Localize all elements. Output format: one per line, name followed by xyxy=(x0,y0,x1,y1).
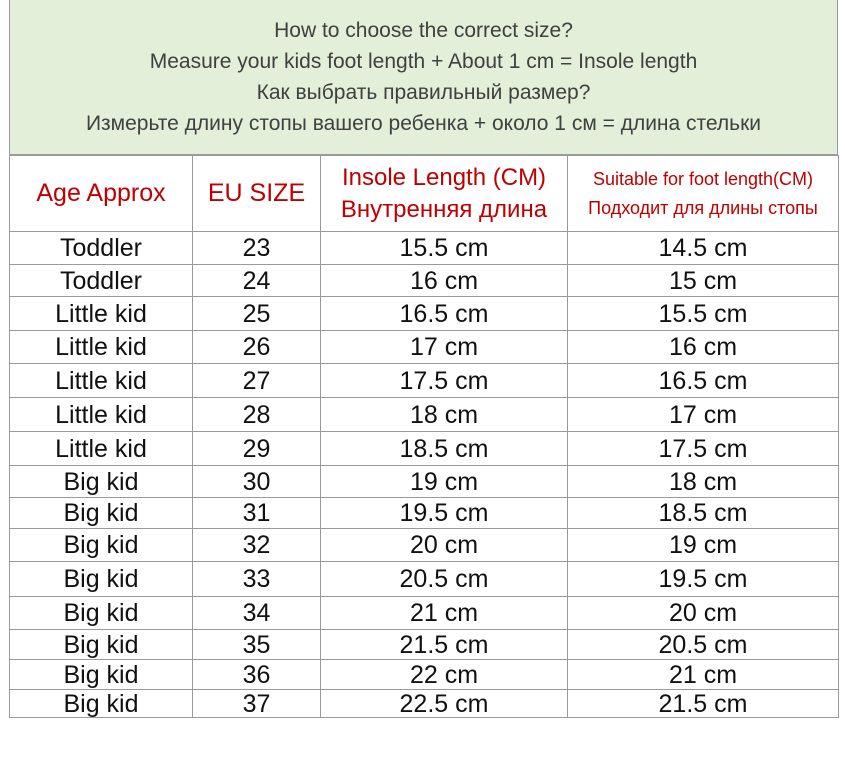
cell-eu-size: 26 xyxy=(193,331,321,364)
header-foot-label-ru: Подходит для длины стопы xyxy=(588,197,818,218)
cell-foot-length: 21 cm xyxy=(568,660,839,690)
cell-foot-length: 16.5 cm xyxy=(568,364,839,398)
cell-foot-length: 19 cm xyxy=(568,529,839,562)
cell-insole-length: 19 cm xyxy=(321,466,568,498)
cell-eu-size: 27 xyxy=(193,364,321,398)
cell-insole-length: 17 cm xyxy=(321,331,568,364)
cell-insole-length: 17.5 cm xyxy=(321,364,568,398)
cell-foot-length: 15 cm xyxy=(568,265,839,297)
table-row xyxy=(10,597,839,630)
cell-age: Big kid xyxy=(10,498,193,529)
table-row xyxy=(10,660,839,690)
cell-age: Little kid xyxy=(10,297,193,331)
cell-eu-size: 30 xyxy=(193,466,321,498)
cell-age: Toddler xyxy=(10,265,193,297)
size-chart xyxy=(9,0,838,760)
header-insole-label-en: Insole Length (CM) xyxy=(341,163,547,191)
cell-insole-length: 16.5 cm xyxy=(321,297,568,331)
cell-eu-size: 23 xyxy=(193,232,321,265)
cell-foot-length: 17 cm xyxy=(568,398,839,432)
cell-insole-length: 18 cm xyxy=(321,398,568,432)
cell-age: Big kid xyxy=(10,690,193,718)
cell-eu-size: 29 xyxy=(193,432,321,466)
cell-insole-length: 15.5 cm xyxy=(321,232,568,265)
cell-insole-length: 16 cm xyxy=(321,265,568,297)
cell-foot-length: 17.5 cm xyxy=(568,432,839,466)
header-age-approx: Age Approx xyxy=(10,156,193,232)
cell-insole-length: 21.5 cm xyxy=(321,630,568,660)
cell-eu-size: 33 xyxy=(193,562,321,597)
table-row xyxy=(10,529,839,562)
banner-line-question-en: How to choose the correct size? xyxy=(274,19,573,42)
cell-foot-length: 20 cm xyxy=(568,597,839,630)
cell-eu-size: 24 xyxy=(193,265,321,297)
table-row xyxy=(10,364,839,398)
cell-eu-size: 35 xyxy=(193,630,321,660)
table-row xyxy=(10,432,839,466)
cell-eu-size: 36 xyxy=(193,660,321,690)
table-row xyxy=(10,466,839,498)
size-guide-banner xyxy=(9,0,838,155)
cell-age: Toddler xyxy=(10,232,193,265)
table-row xyxy=(10,232,839,265)
banner-line-formula-ru: Измерьте длину стопы вашего ребенка + около 1 см = длина стельки xyxy=(85,112,762,135)
cell-foot-length: 14.5 cm xyxy=(568,232,839,265)
cell-foot-length: 20.5 cm xyxy=(568,630,839,660)
table-row xyxy=(10,630,839,660)
header-insole-label-ru: Внутренняя длина xyxy=(340,195,548,223)
cell-insole-length: 22 cm xyxy=(321,660,568,690)
cell-age: Big kid xyxy=(10,597,193,630)
table-row xyxy=(10,498,839,529)
size-table xyxy=(9,155,839,718)
cell-foot-length: 18.5 cm xyxy=(568,498,839,529)
cell-foot-length: 15.5 cm xyxy=(568,297,839,331)
table-row xyxy=(10,331,839,364)
cell-age: Big kid xyxy=(10,630,193,660)
cell-age: Little kid xyxy=(10,364,193,398)
header-eu-size: EU SIZE xyxy=(193,156,321,232)
cell-age: Big kid xyxy=(10,466,193,498)
cell-eu-size: 31 xyxy=(193,498,321,529)
header-foot-length xyxy=(568,156,839,232)
cell-insole-length: 22.5 cm xyxy=(321,690,568,718)
table-body xyxy=(10,232,839,718)
cell-insole-length: 19.5 cm xyxy=(321,498,568,529)
cell-foot-length: 18 cm xyxy=(568,466,839,498)
cell-insole-length: 20.5 cm xyxy=(321,562,568,597)
cell-insole-length: 18.5 cm xyxy=(321,432,568,466)
header-insole-length xyxy=(321,156,568,232)
cell-age: Big kid xyxy=(10,562,193,597)
table-header-row xyxy=(10,156,839,232)
cell-age: Big kid xyxy=(10,529,193,562)
table-row xyxy=(10,297,839,331)
cell-insole-length: 20 cm xyxy=(321,529,568,562)
cell-foot-length: 21.5 cm xyxy=(568,690,839,718)
banner-line-formula-en: Measure your kids foot length + About 1 cm = Insole length xyxy=(149,50,698,73)
table-row xyxy=(10,562,839,597)
table-row xyxy=(10,265,839,297)
cell-eu-size: 34 xyxy=(193,597,321,630)
cell-insole-length: 21 cm xyxy=(321,597,568,630)
cell-age: Little kid xyxy=(10,432,193,466)
cell-age: Little kid xyxy=(10,331,193,364)
cell-age: Little kid xyxy=(10,398,193,432)
banner-line-question-ru: Как выбрать правильный размер? xyxy=(256,81,591,104)
cell-foot-length: 16 cm xyxy=(568,331,839,364)
cell-eu-size: 28 xyxy=(193,398,321,432)
table-row xyxy=(10,398,839,432)
cell-eu-size: 32 xyxy=(193,529,321,562)
cell-age: Big kid xyxy=(10,660,193,690)
cell-eu-size: 25 xyxy=(193,297,321,331)
header-foot-label-en: Suitable for foot length(CM) xyxy=(592,168,814,189)
cell-foot-length: 19.5 cm xyxy=(568,562,839,597)
table-row xyxy=(10,690,839,718)
cell-eu-size: 37 xyxy=(193,690,321,718)
